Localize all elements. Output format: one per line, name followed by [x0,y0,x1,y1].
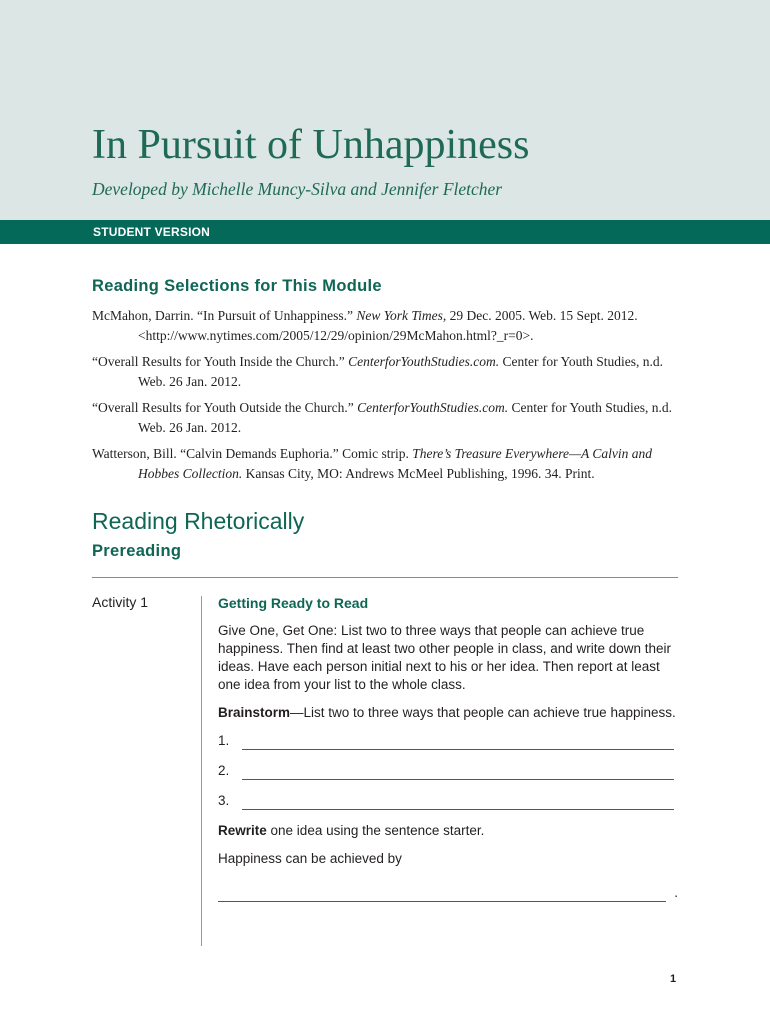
sentence-starter: Happiness can be achieved by [218,851,402,866]
activity-body [218,594,678,902]
activity-divider [201,596,202,946]
brainstorm-prompt: Brainstorm—List two to three ways that people can achieve true happiness. [218,705,676,720]
prereading-heading: Prereading [92,542,182,560]
reading-selections-heading: Reading Selections for This Module [92,277,382,295]
answer-line-2[interactable]: 2. [218,762,678,780]
answer-line-1[interactable]: 1. [218,732,678,750]
rewrite-prompt: Rewrite one idea using the sentence starter. [218,823,485,838]
version-bar [0,220,770,244]
reference-item: “Overall Results for Youth Inside the Church.” CenterforYouthStudies.com. Center for Youth Studies, n.d. Web. 26 Jan. 2012. [92,354,663,389]
activity-title: Getting Ready to Read [218,595,369,611]
reference-item: “Overall Results for Youth Outside the Church.” CenterforYouthStudies.com. Center for Youth Studies, n.d. Web. 26 Jan. 2012. [92,400,672,435]
sentence-answer-line[interactable]: . [218,878,678,902]
activity-label: Activity 1 [92,594,149,610]
version-label: STUDENT VERSION [93,225,211,239]
reading-rhetorically-heading: Reading Rhetorically [92,508,305,534]
document-subtitle: Developed by Michelle Muncy-Silva and Jennifer Fletcher [92,179,503,199]
document-title: In Pursuit of Unhappiness [92,122,530,168]
page-number: 1 [670,973,677,985]
reference-item: McMahon, Darrin. “In Pursuit of Unhappiness.” New York Times, 29 Dec. 2005. Web. 15 Sept. 2012. <http://www.nytimes.com/2005/12/29/opinion/29McMahon.html?_r=0>. [92,308,638,343]
activity-instructions: Give One, Get One: List two to three ways that people can achieve true happiness. Then find at least two other people in class, and write down their ideas. Have each person initial next to his or her idea. Then report at least one idea from your list to the whole class. [218,623,672,692]
reference-item: Watterson, Bill. “Calvin Demands Euphoria.” Comic strip. There’s Treasure Everywhere—A Calvin and Hobbes Collection. Kansas City, MO: Andrews McMeel Publishing, 1996. 34. Print. [92,446,652,481]
reference-list [92,306,672,490]
section-divider [92,577,678,578]
answer-line-3[interactable]: 3. [218,792,678,810]
